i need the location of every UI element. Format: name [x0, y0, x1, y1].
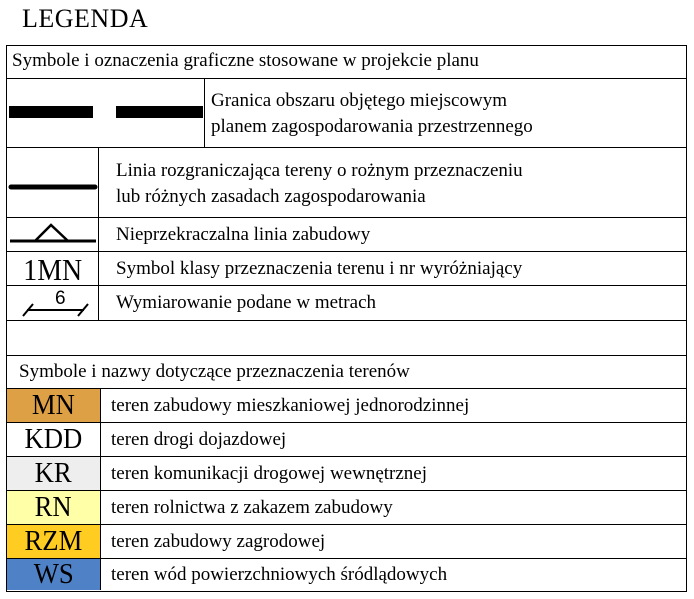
land-use-label: teren zabudowy mieszkaniowej jednorodzinnej: [111, 395, 470, 416]
section-header-land-use: [7, 356, 686, 389]
land-use-row-rzm: [7, 525, 686, 559]
land-use-label: teren wód powierzchniowych śródlądowych: [111, 564, 448, 585]
land-use-label: teren rolnictwa z zakazem zabudowy: [111, 497, 393, 518]
legend-row-class-symbol: [7, 252, 686, 286]
land-use-row-rn: [7, 491, 686, 525]
legend-symbol-cell: [7, 286, 99, 320]
land-use-code-rzm: RZM: [7, 525, 101, 558]
legend-row-empty: [7, 321, 686, 356]
legend-text-line1: Granica obszaru objętego miejscowym: [211, 90, 507, 111]
land-use-code-ws: WS: [7, 559, 101, 590]
legend-row-division-line: [7, 148, 686, 218]
dimension-icon: [7, 286, 99, 321]
land-use-row-mn: [7, 389, 686, 423]
land-use-label: teren drogi dojazdowej: [111, 429, 287, 450]
section-header-text: Symbole i nazwy dotyczące przeznaczenia terenów: [19, 361, 410, 382]
legend-text-line1: Nieprzekraczalna linia zabudowy: [116, 224, 371, 245]
legend-symbol-cell: [7, 79, 205, 147]
section-header-graphic-symbols: [7, 46, 686, 79]
land-use-code-kr: KR: [7, 457, 101, 490]
triangle-line-icon: [7, 218, 99, 252]
land-use-label: teren komunikacji drogowej wewnętrznej: [111, 463, 428, 484]
dimension-value: 6: [55, 288, 66, 309]
legend-row-building-line: [7, 218, 686, 252]
legend-text-line2: planem zagospodarowania przestrzennego: [211, 116, 533, 137]
land-use-row-kr: [7, 457, 686, 491]
class-symbol-text: 1MN: [23, 251, 82, 287]
legend-table: [6, 45, 687, 592]
land-use-code-mn: MN: [7, 389, 101, 422]
legend-title: LEGENDA: [22, 4, 149, 33]
legend-text-line2: lub różnych zasadach zagospodarowania: [116, 186, 426, 207]
section-header-text: Symbole i oznaczenia graficzne stosowane w projekcie planu: [12, 50, 479, 71]
legend-text-line1: Linia rozgraniczająca tereny o rożnym przeznaczeniu: [116, 160, 523, 181]
land-use-label: teren zabudowy zagrodowej: [111, 531, 326, 552]
legend-text-line1: Symbol klasy przeznaczenia terenu i nr wyróżniający: [116, 258, 523, 279]
legend-symbol-cell: [7, 148, 99, 217]
land-use-row-kdd: [7, 423, 686, 457]
land-use-row-ws: [7, 559, 686, 590]
land-use-code-kdd: KDD: [7, 423, 101, 456]
dashed-thick-line-icon: [7, 79, 205, 148]
legend-text-line1: Wymiarowanie podane w metrach: [116, 292, 376, 313]
legend-symbol-cell: [7, 218, 99, 251]
solid-thick-line-icon: [7, 148, 99, 218]
legend-symbol-cell: [7, 252, 99, 285]
legend-row-dimension: [7, 286, 686, 321]
legend-row-boundary: [7, 79, 686, 148]
land-use-code-rn: RN: [7, 491, 101, 524]
